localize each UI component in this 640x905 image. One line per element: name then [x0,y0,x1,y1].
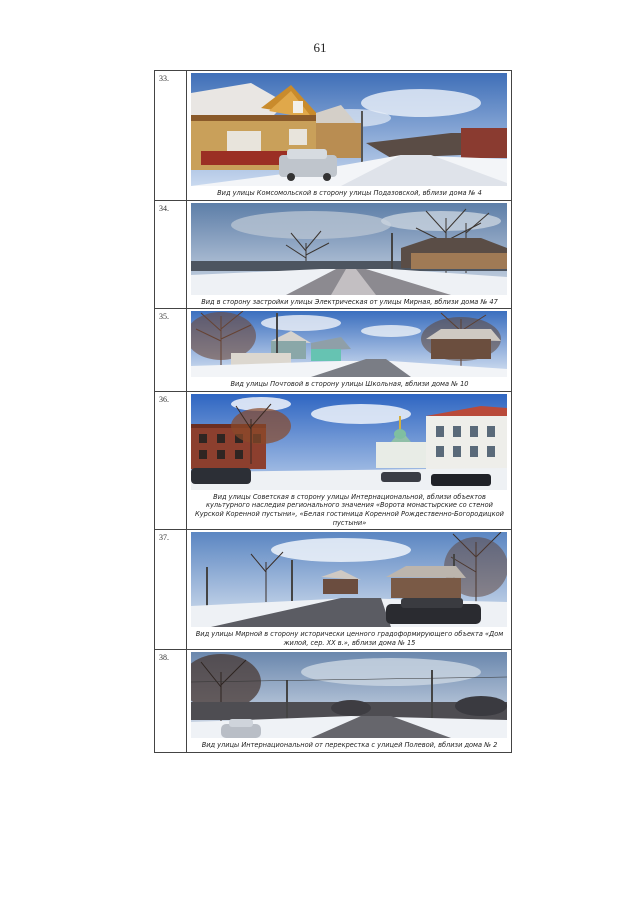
row-number: 37. [155,530,187,650]
row-number: 35. [155,309,187,392]
row-number: 36. [155,391,187,529]
street-photo [191,73,507,186]
table-row [155,530,512,650]
photo-cell [187,650,512,753]
photo-caption: Вид улицы Советская в сторону улицы Интернациональной, вблизи объектов культурного наследия регионального значения «Ворота монастырские со стеной Курской Коренной пустыни», «Белая гостиница Коренной Рождественно-Богородицкой пустыни» [195,492,504,527]
street-photo [191,311,507,377]
table-row [155,650,512,753]
photo-caption: Вид в сторону застройки улицы Электрическая от улицы Мирная, вблизи дома № 47 [201,297,498,306]
row-number: 33. [155,71,187,201]
photo-cell [187,71,512,201]
photo-caption: Вид улицы Интернациональной от перекрестка с улицей Полевой, вблизи дома № 2 [201,741,498,750]
street-photo [191,394,507,490]
photo-cell [187,530,512,650]
table-row [155,71,512,201]
row-number: 38. [155,650,187,753]
photo-cell [187,200,512,309]
table-row [155,309,512,392]
photo-caption: Вид улицы Мирной в сторону исторически ценного градоформирующего объекта «Дом жилой, сер. XX в.», вблизи дома № 15 [195,630,504,647]
photo-cell [187,309,512,392]
table-row [155,391,512,529]
photo-caption: Вид улицы Почтовой в сторону улицы Школьная, вблизи дома № 10 [230,380,469,389]
photo-table [154,70,512,753]
row-number: 34. [155,200,187,309]
photo-caption: Вид улицы Комсомольской в сторону улицы Подазовской, вблизи дома № 4 [217,189,482,197]
street-photo [191,203,507,295]
street-photo [191,652,507,738]
table-row [155,200,512,309]
photo-cell [187,391,512,529]
street-photo [191,532,507,627]
page-number: 61 [313,40,327,55]
